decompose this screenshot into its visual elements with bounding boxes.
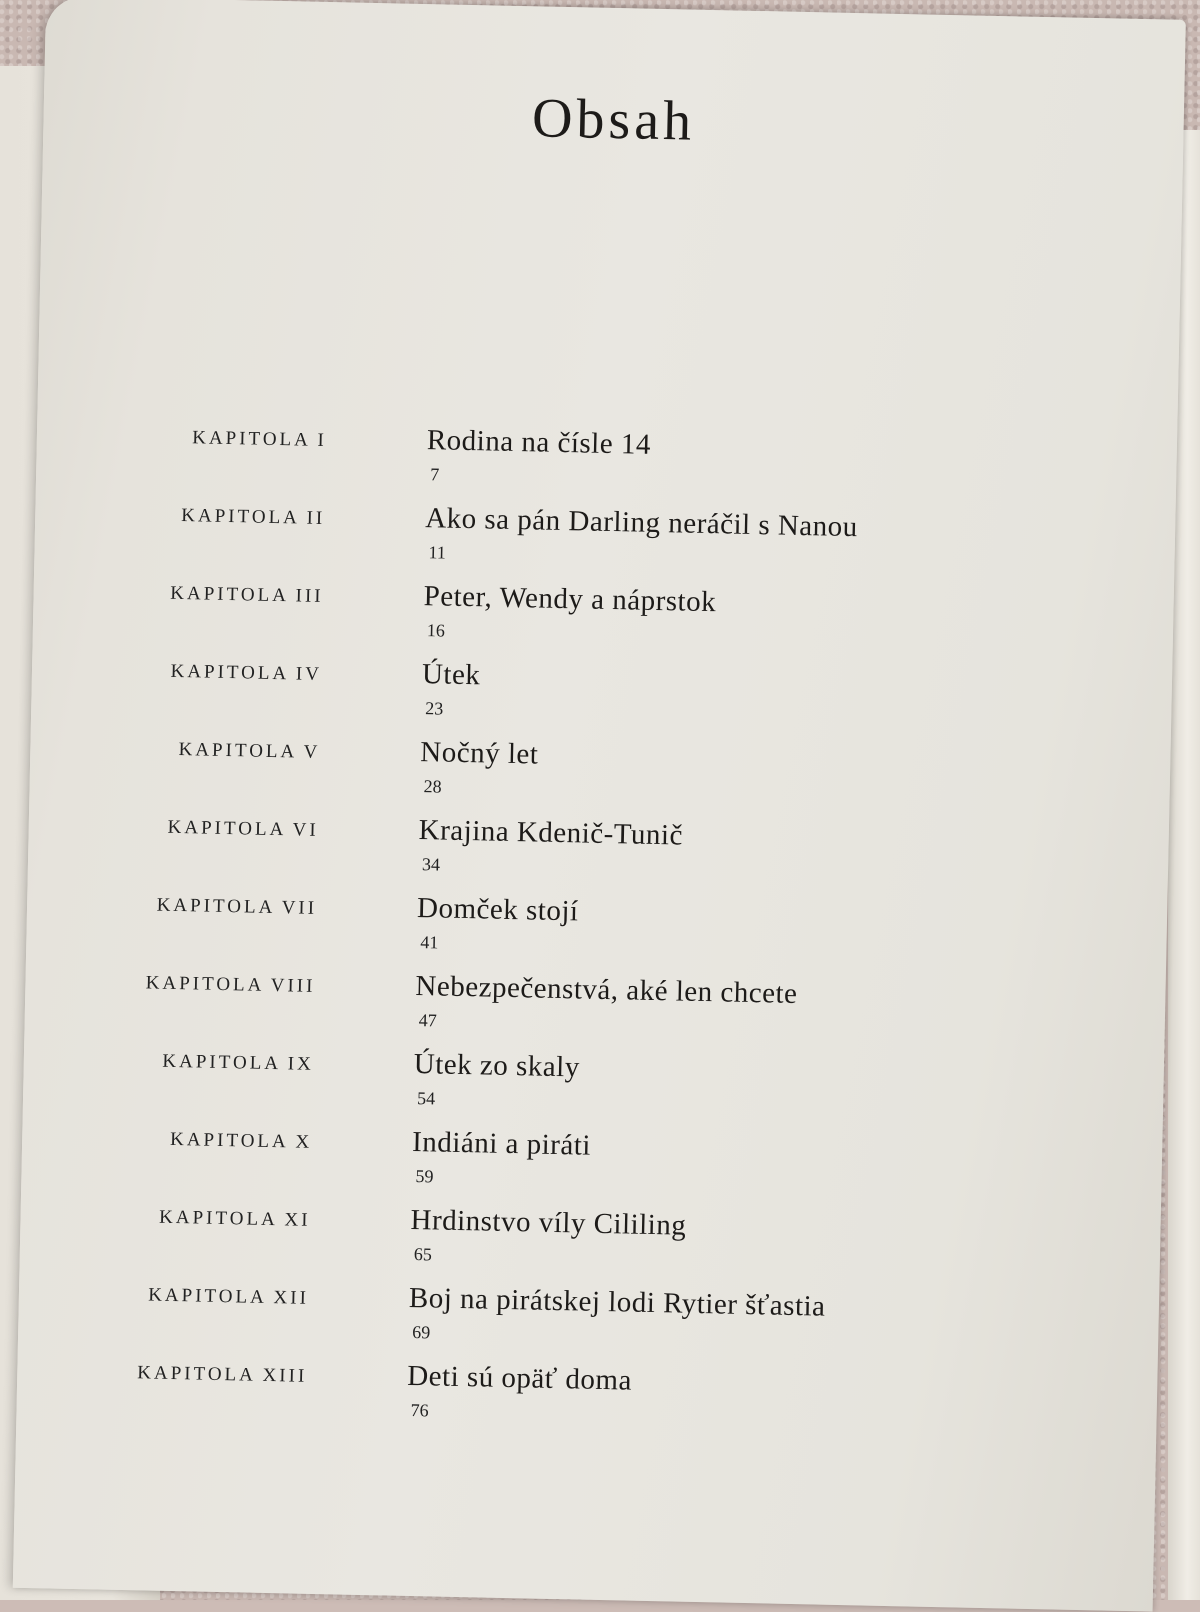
chapter-word: KAPITOLA (162, 1050, 281, 1075)
chapter-label (110, 1206, 310, 1232)
chapter-label (123, 582, 323, 608)
chapter-label (112, 1128, 312, 1154)
chapter-label (119, 816, 319, 842)
chapter-label (114, 1050, 314, 1076)
chapter-label (125, 504, 325, 530)
chapter-numeral: I (317, 429, 328, 452)
chapter-page-number: 34 (421, 854, 441, 875)
chapter-word: KAPITOLA (167, 816, 286, 841)
chapter-title: Nočný let (420, 736, 539, 771)
chapter-page-number: 23 (425, 698, 444, 719)
chapter-word: KAPITOLA (192, 427, 311, 451)
chapter-numeral: V (303, 741, 321, 763)
chapter-title: Ako sa pán Darling neráčil s Nanou (424, 502, 859, 544)
chapter-page-number: 59 (415, 1166, 434, 1187)
table-of-contents (16, 416, 1137, 1453)
chapter-title: Hrdinstvo víly Cililing (410, 1203, 687, 1242)
chapter-title: Krajina Kdenič-Tunič (418, 814, 684, 852)
chapter-word: KAPITOLA (169, 1128, 288, 1153)
chapter-numeral: VIII (270, 974, 316, 997)
chapter-word: KAPITOLA (147, 1284, 266, 1308)
chapter-label (122, 660, 322, 686)
chapter-numeral: VII (281, 897, 318, 919)
chapter-page-number: 76 (410, 1400, 429, 1421)
chapter-label (107, 1362, 307, 1388)
chapter-page-number: 11 (428, 542, 447, 563)
chapter-word: KAPITOLA (158, 1206, 277, 1231)
chapter-word: KAPITOLA (170, 582, 289, 607)
chapter-numeral: II (306, 507, 326, 530)
chapter-numeral: XIII (262, 1364, 308, 1387)
chapter-label (109, 1284, 309, 1310)
chapter-page-number: 54 (416, 1088, 436, 1109)
chapter-page-number: 7 (429, 464, 440, 485)
chapter-page-number: 41 (420, 932, 439, 953)
chapter-numeral: IX (287, 1053, 315, 1075)
chapter-word: KAPITOLA (145, 972, 264, 996)
chapter-numeral: X (295, 1131, 313, 1153)
page-title: Obsah (531, 87, 696, 153)
chapter-page-number: 16 (426, 620, 446, 641)
chapter-title: Boj na pirátskej lodi Rytier šťastia (408, 1281, 826, 1323)
chapter-word: KAPITOLA (137, 1362, 256, 1386)
chapter-title: Indiáni a piráti (411, 1125, 592, 1162)
chapter-page-number: 28 (423, 776, 442, 797)
chapter-word: KAPITOLA (156, 894, 275, 919)
book-page (13, 0, 1186, 1612)
chapter-page-number: 65 (413, 1244, 433, 1265)
chapter-numeral: XII (273, 1287, 310, 1309)
chapter-numeral: VI (292, 819, 319, 841)
chapter-numeral: XI (284, 1209, 311, 1231)
chapter-title: Útek (421, 658, 481, 692)
chapter-numeral: IV (295, 663, 323, 685)
chapter-word: KAPITOLA (178, 739, 297, 763)
chapter-label (120, 738, 320, 764)
chapter-label (117, 894, 317, 920)
chapter-numeral: III (295, 585, 324, 608)
chapter-page-number: 47 (418, 1010, 437, 1031)
chapter-title: Deti sú opäť doma (406, 1359, 633, 1397)
chapter-label (127, 426, 327, 452)
chapter-title: Útek zo skaly (413, 1048, 581, 1084)
chapter-label (115, 972, 315, 998)
chapter-word: KAPITOLA (181, 505, 300, 529)
chapter-title: Peter, Wendy a náprstok (423, 580, 717, 619)
chapter-title: Nebezpečenstvá, aké len chcete (415, 970, 798, 1011)
chapter-word: KAPITOLA (170, 660, 289, 685)
chapter-title: Rodina na čísle 14 (426, 424, 652, 461)
chapter-title: Domček stojí (416, 892, 579, 928)
chapter-page-number: 69 (412, 1322, 431, 1343)
